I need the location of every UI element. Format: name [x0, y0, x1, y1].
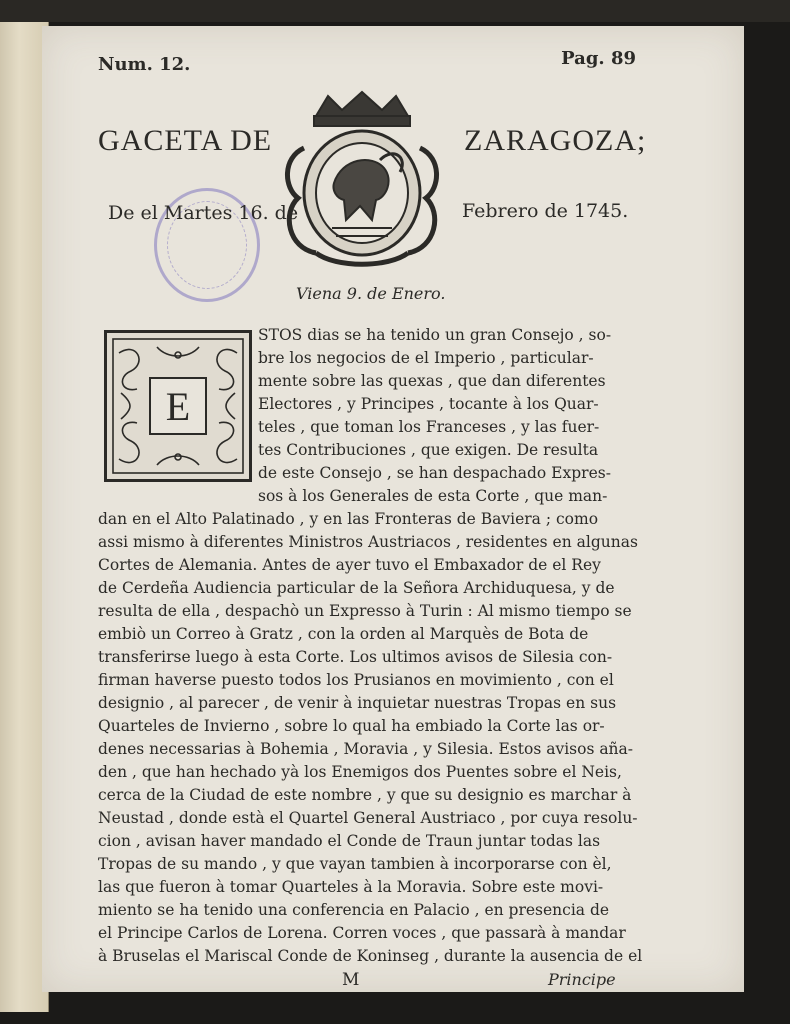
issue-date-right: Febrero de 1745.	[462, 200, 629, 222]
text-line: de Cerdeña Audiencia particular de la Señora Archiduquesa, y de	[98, 579, 615, 597]
initial-letter: E	[149, 377, 207, 435]
text-line: embiò un Correo à Gratz , con la orden al Marquès de Bota de	[98, 625, 589, 643]
page-number: Pag. 89	[561, 48, 636, 69]
text-line: las que fueron à tomar Quarteles à la Moravia. Sobre este movi-	[98, 878, 604, 896]
text-line: cion , avisan haver mandado el Conde de Traun juntar todas las	[98, 832, 601, 850]
text-line: Neustad , donde està el Quartel General Austriaco , por cuya resolu-	[98, 809, 638, 827]
text-line: designio , al parecer , de venir à inquietar nuestras Tropas en sus	[98, 694, 617, 712]
issue-date-left: De el Martes 16. de	[108, 202, 299, 224]
text-line: transferirse luego à esta Corte. Los ultimos avisos de Silesia con-	[98, 648, 613, 666]
text-line: à Bruselas el Mariscal Conde de Koninseg , durante la ausencia de el	[98, 947, 643, 965]
scan-background	[0, 0, 790, 22]
text-line: Cortes de Alemania. Antes de ayer tuvo el Embaxador de el Rey	[98, 556, 601, 574]
text-line: teles , que toman los Franceses , y las fuer-	[258, 418, 600, 436]
text-line: bre los negocios de el Imperio , particular-	[258, 349, 594, 367]
catchword: Principe	[548, 970, 616, 989]
text-line: cerca de la Ciudad de este nombre , y que su designio es marchar à	[98, 786, 632, 804]
masthead-left: GACETA DE	[98, 124, 273, 157]
text-line: firman haverse puesto todos los Prusianos en movimiento , con el	[98, 671, 614, 689]
text-line: el Principe Carlos de Lorena. Corren voces , que passarà à mandar	[98, 924, 626, 942]
text-line: tes Contribuciones , que exigen. De resulta	[258, 441, 599, 459]
text-line: mente sobre las quexas , que dan diferentes	[258, 372, 606, 390]
text-line: de este Consejo , se han despachado Expres-	[258, 464, 611, 482]
text-line: resulta de ella , despachò un Expresso à Turin : Al mismo tiempo se	[98, 602, 632, 620]
text-line: denes necessarias à Bohemia , Moravia , y Silesia. Estos avisos aña-	[98, 740, 634, 758]
issue-number: Num. 12.	[98, 54, 191, 75]
masthead-right: ZARAGOZA;	[464, 124, 647, 157]
text-line: Electores , y Principes , tocante à los Quar-	[258, 395, 599, 413]
text-line: miento se ha tenido una conferencia en Palacio , en presencia de	[98, 901, 610, 919]
text-line: STOS dias se ha tenido un gran Consejo , so-	[258, 326, 612, 344]
news-dateline: Viena 9. de Enero.	[296, 284, 446, 303]
newspaper-page	[42, 26, 744, 992]
text-line: den , que han hechado yà los Enemigos dos Puentes sobre el Neis,	[98, 763, 622, 781]
text-line: Quarteles de Invierno , sobre lo qual ha embiado la Corte las or-	[98, 717, 605, 735]
text-line: assi mismo à diferentes Ministros Austriacos , residentes en algunas	[98, 533, 638, 551]
decorated-initial	[104, 330, 252, 482]
text-line: Tropas de su mando , y que vayan tambien à incorporarse con èl,	[98, 855, 612, 873]
text-line: dan en el Alto Palatinado , y en las Fronteras de Baviera ; como	[98, 510, 599, 528]
coat-of-arms-icon	[276, 88, 448, 270]
signature-mark: M	[342, 970, 360, 990]
text-line: sos à los Generales de esta Corte , que man-	[258, 487, 608, 505]
